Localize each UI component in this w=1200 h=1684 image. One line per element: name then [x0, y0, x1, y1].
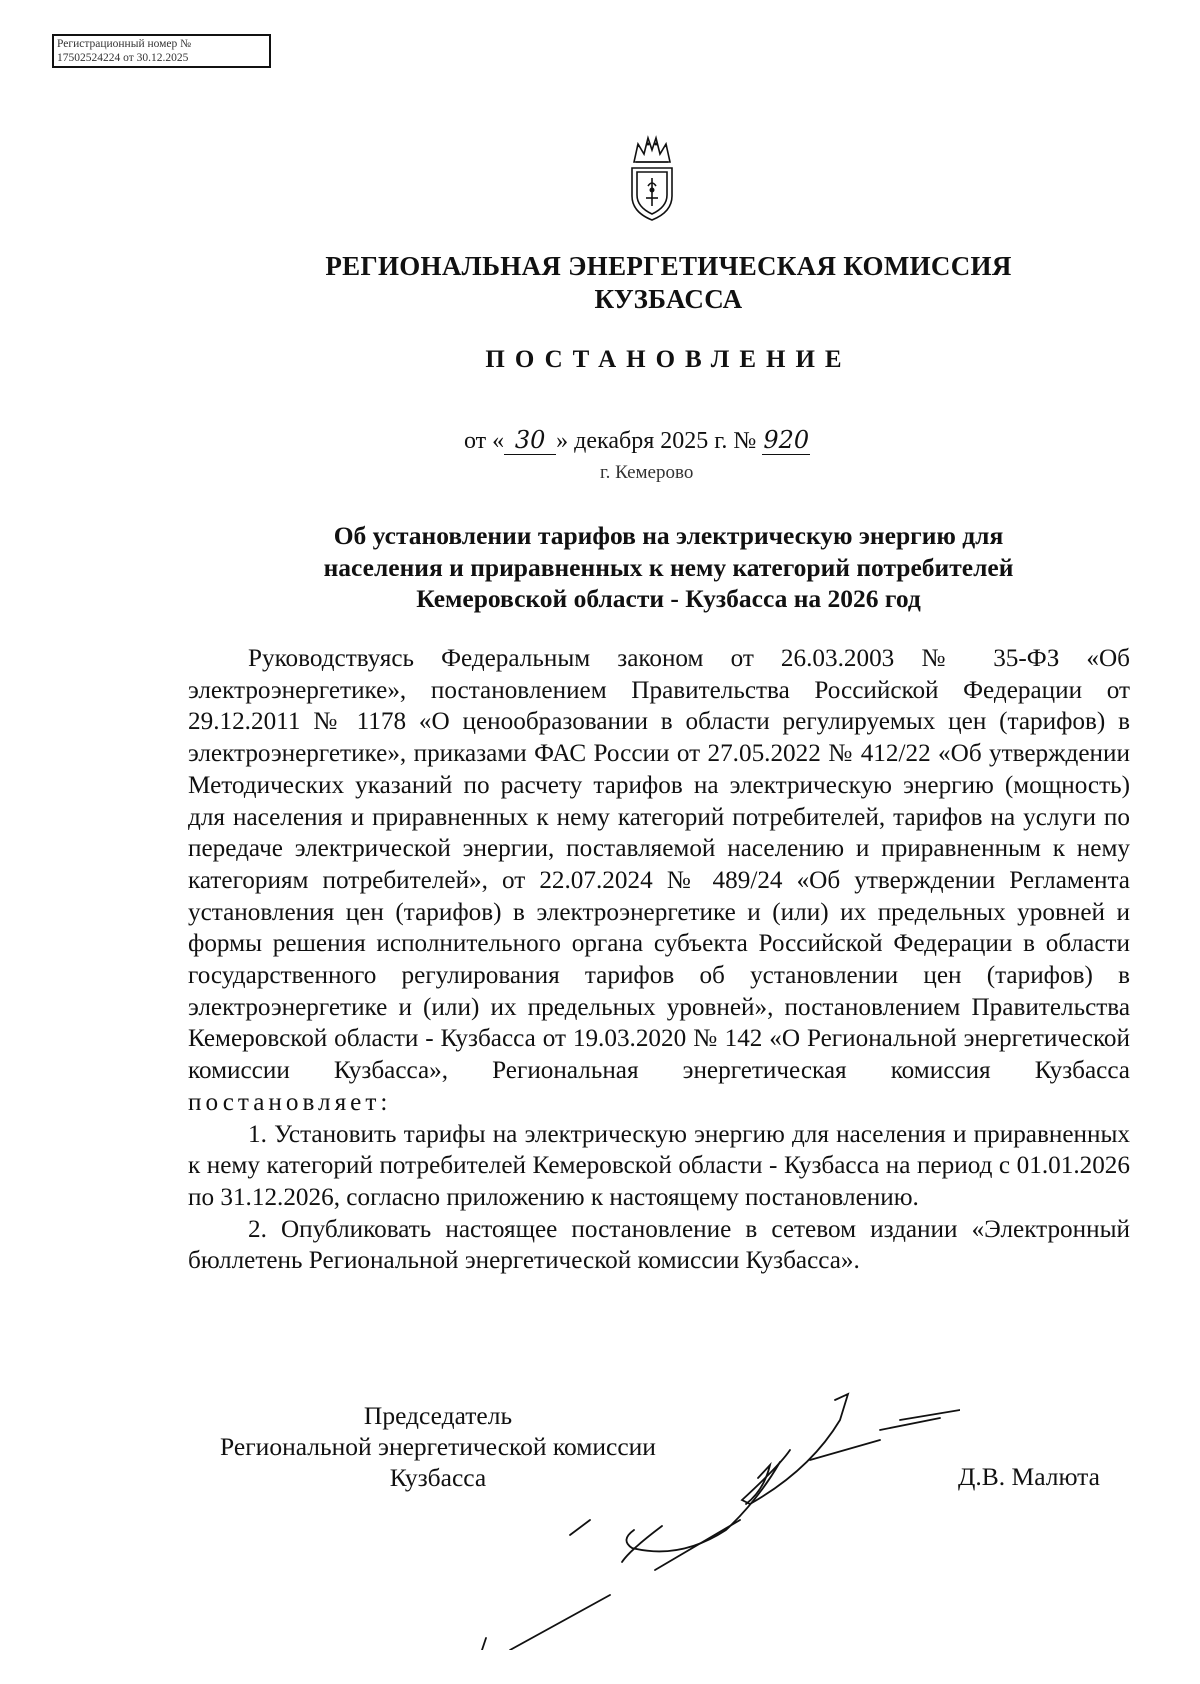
coat-of-arms-icon	[628, 132, 676, 222]
decree-word: постановляет:	[188, 1088, 392, 1116]
city: г. Кемерово	[600, 462, 694, 483]
document-type: ПОСТАНОВЛЕНИЕ	[485, 346, 852, 373]
organization-title	[0, 250, 1200, 316]
preamble-paragraph	[188, 643, 1130, 1119]
signatory-name: Д.В. Малюта	[958, 1462, 1100, 1491]
signatory-title-line-3: Кузбасса	[389, 1463, 487, 1492]
item-2: 2. Опубликовать настоящее постановление в сетевом издании «Электронный бюллетень Региональной энергетической комиссии Кузбасса».	[188, 1215, 1130, 1275]
item-1: 1. Установить тарифы на электрическую энергию для населения и приравненных к нему категорий потребителей Кемеровской области - Кузбасса на период с 01.01.2026 по 31.12.2026, согласно приложению к настоящему постановлению.	[188, 1120, 1130, 1211]
signatory-title-line-1: Председатель	[363, 1401, 513, 1430]
organization-line-1: РЕГИОНАЛЬНАЯ ЭНЕРГЕТИЧЕСКАЯ КОМИССИЯ	[325, 251, 1012, 281]
handwritten-signature	[480, 1380, 960, 1650]
date-prefix: от «	[464, 428, 505, 454]
subject-line-3: Кемеровской области - Кузбасса на 2026 год	[416, 584, 921, 613]
document-body	[188, 643, 1130, 1277]
handwritten-number: 920	[763, 426, 810, 454]
handwritten-day: 30	[504, 426, 556, 455]
subject-heading	[0, 520, 1200, 615]
subject-line-1: Об установлении тарифов на электрическую энергию для	[333, 521, 1004, 550]
date-line	[464, 426, 810, 455]
preamble-text: Руководствуясь Федеральным законом от 26.03.2003 № 35-ФЗ «Об электроэнергетике», постановлением Правительства Российской Федерации от 29.12.2011 № 1178 «О ценообразовании в области регулируемых цен (тарифов) в электроэнергетике», приказами ФАС России от 27.05.2022 № 412/22 «Об утверждении Методических указаний по расчету тарифов на электрическую энергию (мощность) для населения и приравненных к нему категорий потребителей, тарифов на услуги по передаче электрической энергии, поставляемой населению и приравненным к нему категориям потребителей», от 22.07.2024 № 489/24 «Об утверждении Регламента установления цен (тарифов) в электроэнергетике и (или) их предельных уровней и формы решения исполнительного органа субъекта Российской Федерации в области государственного регулирования тарифов об установлении цен (тарифов) в электроэнергетике и (или) их предельных уровней», постановлением Правительства Кемеровской области - Кузбасса от 19.03.2020 № 142 «О Региональной энергетической комиссии Кузбасса», Региональная энергетическая комиссия Кузбасса	[188, 645, 1130, 1085]
subject-line-2: населения и приравненных к нему категорий потребителей	[323, 552, 1014, 582]
signatory-title-line-2: Региональной энергетической комиссии	[220, 1432, 656, 1461]
date-middle: » декабря 2025 г. №	[556, 428, 757, 454]
registration-stamp	[52, 34, 271, 68]
organization-line-2: КУЗБАССА	[594, 284, 743, 314]
registration-number: 17502524224 от 30.12.2025	[57, 52, 189, 64]
registration-label: Регистрационный номер №	[57, 38, 192, 50]
